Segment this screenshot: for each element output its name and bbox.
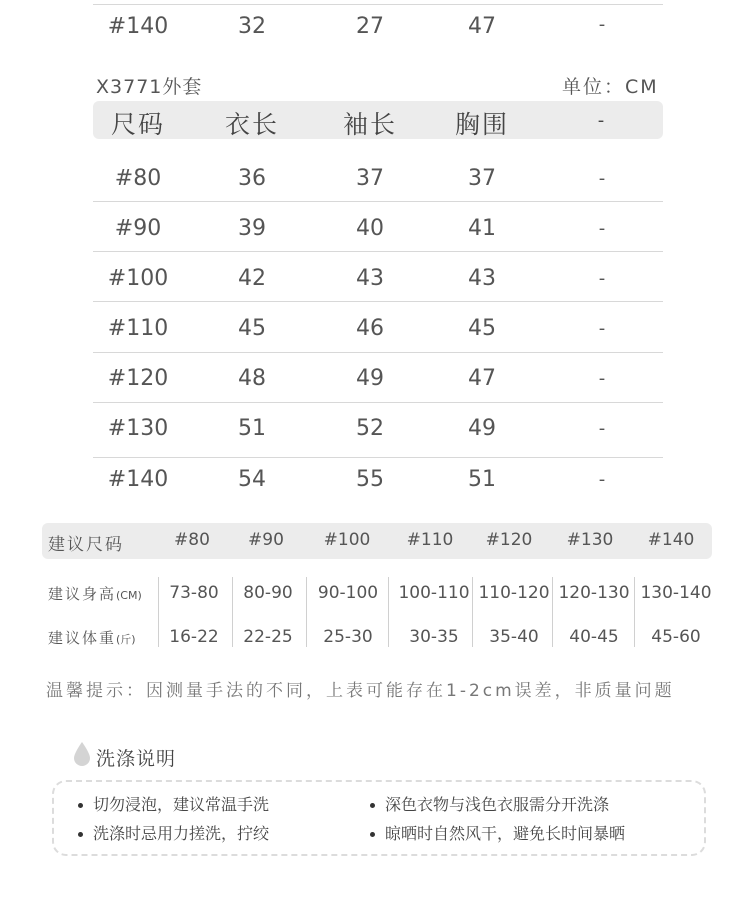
recommend-height: 120-130: [558, 583, 630, 603]
recommend-height: 110-120: [478, 583, 550, 603]
row-extra: -: [598, 368, 606, 389]
bullet-dot: [370, 803, 375, 808]
row-extra: -: [598, 218, 606, 239]
wash-item: [78, 821, 269, 844]
wash-item-text: 切勿浸泡，建议常温手洗: [93, 795, 270, 814]
recommend-weight: 25-30: [323, 627, 373, 647]
recommend-size: #90: [248, 530, 284, 550]
row-chest: 47: [468, 366, 496, 391]
row-length: 51: [238, 416, 266, 441]
row-length: 48: [238, 366, 266, 391]
recommend-weight: 35-40: [489, 627, 539, 647]
row-chest: 43: [468, 266, 496, 291]
row-chest: 45: [468, 316, 496, 341]
recommend-height: 100-110: [398, 583, 470, 603]
row-sleeve: 52: [356, 416, 384, 441]
row-sleeve: 43: [356, 266, 384, 291]
recommend-size-label: 建议尺码: [48, 535, 124, 555]
row-extra: -: [598, 168, 606, 189]
recommend-height: 80-90: [243, 583, 293, 603]
measurement-tip: 温馨提示：因测量手法的不同，上表可能存在1-2cm误差，非质量问题: [46, 681, 675, 701]
row-chest: 37: [468, 166, 496, 191]
row-size: #110: [107, 316, 169, 341]
row-sleeve: 55: [356, 467, 384, 492]
header-extra: -: [597, 110, 607, 131]
row-divider: [93, 402, 663, 403]
recommend-weight: 30-35: [409, 627, 459, 647]
row-size: #90: [114, 216, 162, 241]
header-size: 尺码: [110, 110, 165, 139]
bullet-dot: [370, 832, 375, 837]
header-sleeve: 袖长: [342, 110, 397, 139]
weight-unit: (斤): [116, 633, 136, 646]
row-sleeve: 46: [356, 316, 384, 341]
recommend-weight: 16-22: [169, 627, 219, 647]
wash-item-text: 晾晒时自然风干，避免长时间暴晒: [385, 824, 626, 843]
height-unit: (CM): [116, 589, 142, 602]
row-length: 42: [238, 266, 266, 291]
top-row-length: 32: [238, 14, 266, 39]
row-sleeve: 49: [356, 366, 384, 391]
recommend-weight: 40-45: [569, 627, 619, 647]
unit-label: 单位：CM: [562, 76, 659, 98]
wash-item: [78, 792, 269, 815]
row-size: #130: [107, 416, 169, 441]
row-extra: -: [598, 318, 606, 339]
row-divider: [93, 457, 663, 458]
row-sleeve: 40: [356, 216, 384, 241]
top-row-extra: -: [598, 14, 606, 35]
recommend-height-label: [48, 583, 142, 604]
wash-item-text: 洗涤时忌用力搓洗，拧绞: [93, 824, 270, 843]
row-chest: 49: [468, 416, 496, 441]
row-extra: -: [598, 418, 606, 439]
row-extra: -: [598, 268, 606, 289]
row-sleeve: 37: [356, 166, 384, 191]
column-divider: [158, 577, 159, 647]
row-chest: 51: [468, 467, 496, 492]
row-length: 45: [238, 316, 266, 341]
row-chest: 41: [468, 216, 496, 241]
recommend-size: #130: [566, 530, 614, 550]
column-divider: [472, 577, 473, 647]
row-divider: [93, 251, 663, 252]
row-extra: -: [598, 469, 606, 490]
height-label-text: 建议身高: [48, 585, 117, 603]
column-divider: [306, 577, 307, 647]
recommend-weight: 22-25: [243, 627, 293, 647]
recommend-size: #110: [406, 530, 454, 550]
column-divider: [552, 577, 553, 647]
header-length: 衣长: [224, 110, 279, 139]
wash-item: [370, 792, 609, 815]
recommend-size: #120: [485, 530, 533, 550]
bullet-dot: [78, 803, 83, 808]
weight-label-text: 建议体重: [48, 629, 117, 647]
wash-item-text: 深色衣物与浅色衣服需分开洗涤: [385, 795, 610, 814]
recommend-height: 73-80: [169, 583, 219, 603]
row-size: #120: [107, 366, 169, 391]
recommend-height: 130-140: [640, 583, 712, 603]
row-length: 36: [238, 166, 266, 191]
row-size: #100: [107, 266, 169, 291]
row-length: 54: [238, 467, 266, 492]
recommend-size: #80: [174, 530, 210, 550]
recommend-height: 90-100: [317, 583, 379, 603]
top-row-chest: 47: [468, 14, 496, 39]
row-size: #80: [114, 166, 162, 191]
row-length: 39: [238, 216, 266, 241]
product-title: X3771外套: [96, 76, 203, 98]
row-divider: [93, 201, 663, 202]
column-divider: [232, 577, 233, 647]
top-row-sleeve: 27: [356, 14, 384, 39]
bullet-dot: [78, 832, 83, 837]
recommend-size: #100: [323, 530, 371, 550]
column-divider: [388, 577, 389, 647]
wash-title: 洗涤说明: [96, 748, 177, 770]
row-size: #140: [107, 467, 169, 492]
water-drop-icon: [73, 741, 91, 771]
row-divider: [93, 301, 663, 302]
recommend-weight: 45-60: [651, 627, 701, 647]
top-row-size: #140: [107, 14, 169, 39]
row-divider: [93, 352, 663, 353]
column-divider: [634, 577, 635, 647]
wash-item: [370, 821, 625, 844]
header-chest: 胸围: [454, 110, 509, 139]
recommend-size: #140: [647, 530, 695, 550]
recommend-weight-label: [48, 627, 136, 648]
row-divider: [93, 4, 663, 5]
